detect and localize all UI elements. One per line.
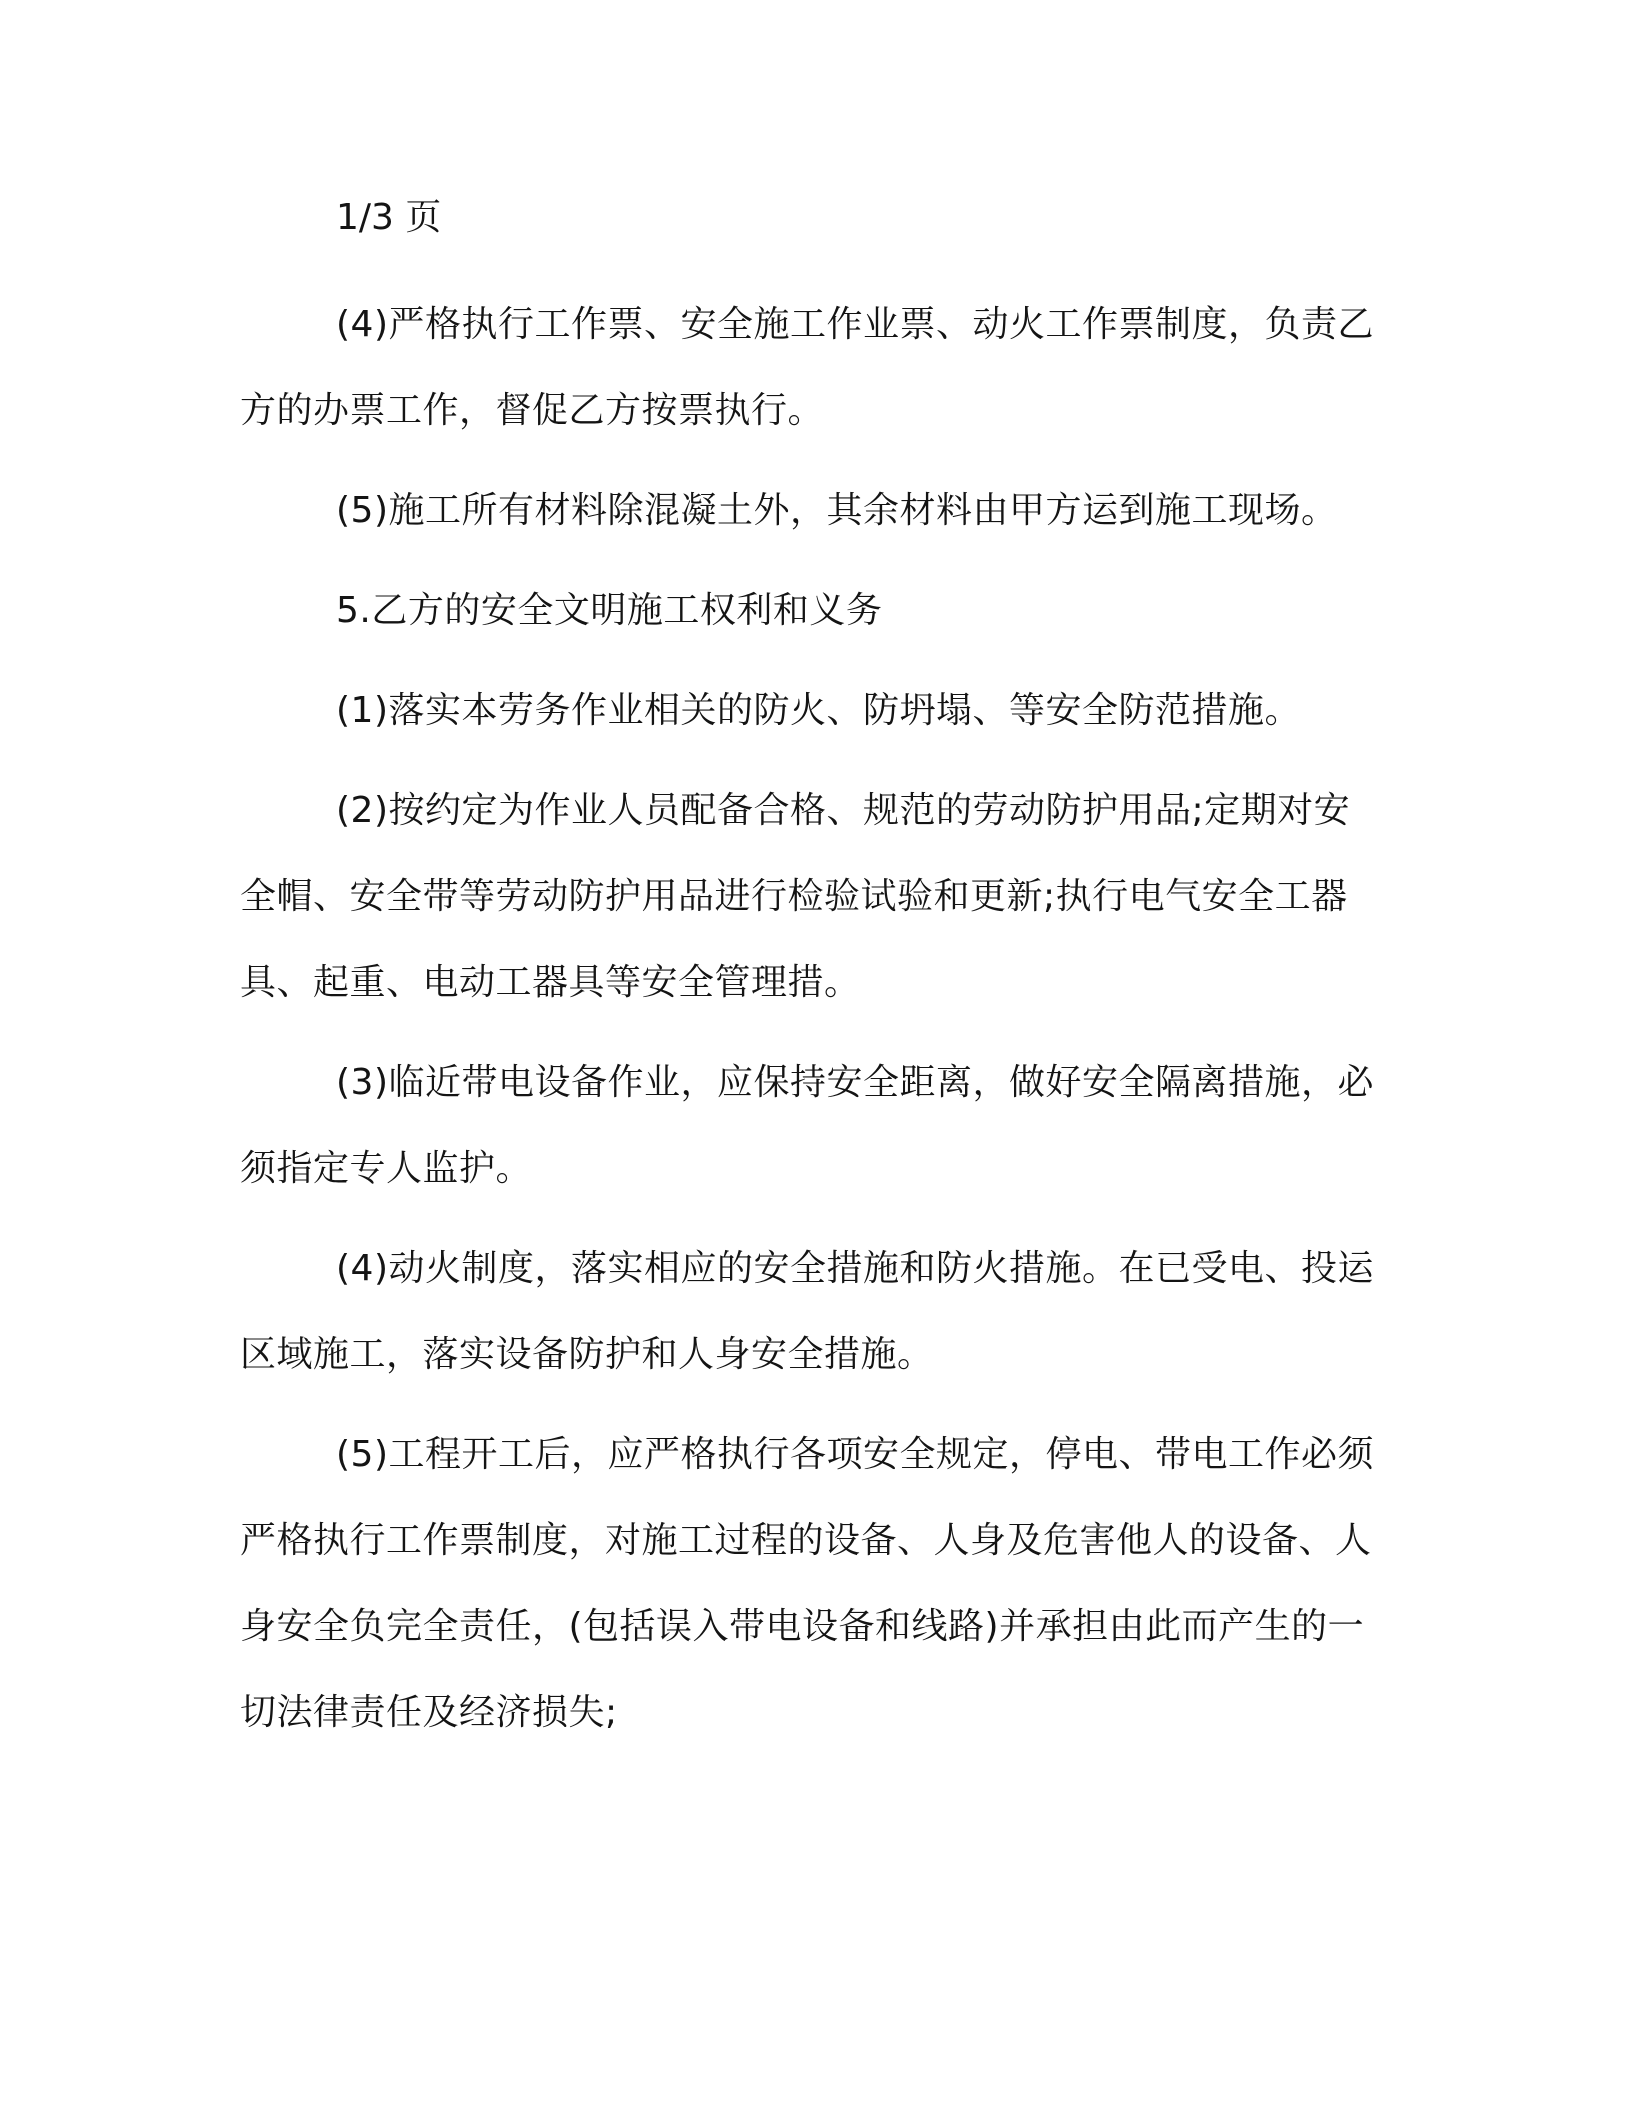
paragraph-party-b-5: (5)工程开工后，应严格执行各项安全规定，停电、带电工作必须严格执行工作票制度，对施工过程的设备、人身及危害他人的设备、人身安全负完全责任，(包括误入带电设备和线路)并承担由此而产生的一切法律责任及经济损失; <box>240 1434 1374 1733</box>
paragraph-party-b-2: (2)按约定为作业人员配备合格、规范的劳动防护用品;定期对安全帽、安全带等劳动防护用品进行检验试验和更新;执行电气安全工器具、起重、电动工器具等安全管理措。 <box>240 790 1351 1003</box>
paragraph-party-b-3: (3)临近带电设备作业，应保持安全距离，做好安全隔离措施，必须指定专人监护。 <box>240 1062 1374 1189</box>
paragraph-party-b-1: (1)落实本劳务作业相关的防火、防坍塌、等安全防范措施。 <box>336 690 1301 731</box>
paragraph-party-b-4: (4)动火制度，落实相应的安全措施和防火措施。在已受电、投运区域施工，落实设备防护和人身安全措施。 <box>240 1248 1374 1375</box>
paragraph-party-a-5: (5)施工所有材料除混凝土外，其余材料由甲方运到施工现场。 <box>336 490 1338 531</box>
section-heading-5: 5.乙方的安全文明施工权利和义务 <box>336 590 883 631</box>
paragraph-party-a-4: (4)严格执行工作票、安全施工作业票、动火工作票制度，负责乙方的办票工作，督促乙方按票执行。 <box>240 304 1374 431</box>
document-body <box>240 190 1380 1770</box>
page-number-label: 1/3 页 <box>336 197 442 238</box>
